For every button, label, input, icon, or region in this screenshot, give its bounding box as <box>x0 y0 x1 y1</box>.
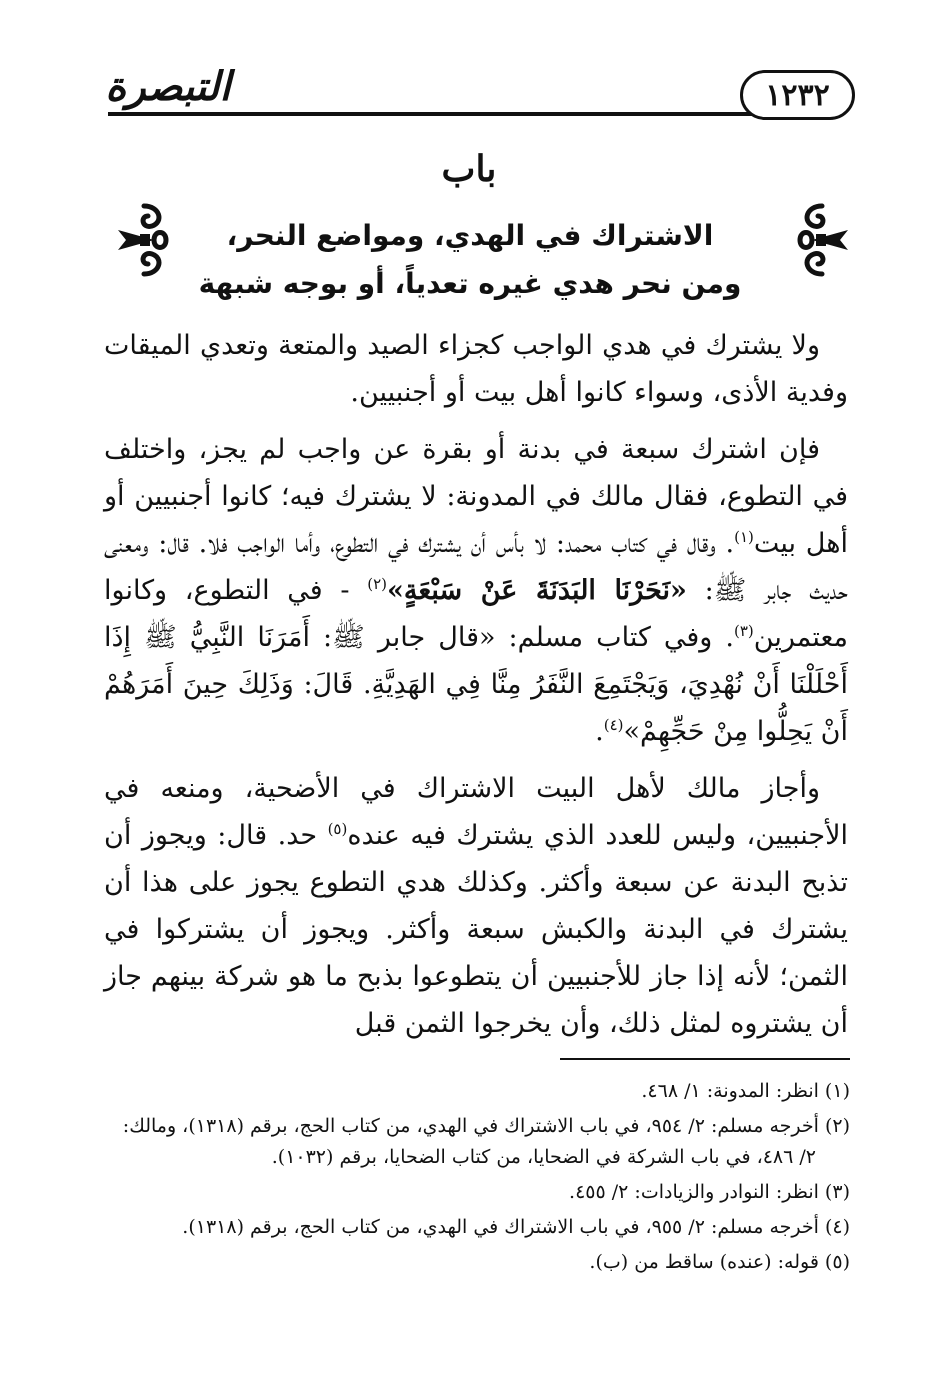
body-text <box>104 322 848 1057</box>
ornament-left-icon <box>112 200 176 280</box>
chapter-title-line-2: ومن نحر هدي غيره تعدياً، أو بوجه شبهة <box>198 267 742 300</box>
ornament-right-icon <box>790 200 854 280</box>
footnote-ref-2: (٢) <box>367 575 388 593</box>
paragraph-3-part-b: حد. قال: ويجوز أن تذبح البدنة عن سبعة وأكثر. وكذلك هدي التطوع يجوز على هذا أن يشترك في البدنة والكبش سبعة وأكثر. ويجوز أن يشتركوا في الثمن؛ لأنه إذا جاز للأجنبيين أن يتطوعوا بذبح ما هو شركة بينهم جاز أن يشتروه لمثل ذلك، وأن يخرجوا الثمن قبل <box>104 820 848 1039</box>
footnote-2-line-1: (٢) أخرجه مسلم: ٢/ ٩٥٤، في باب الاشتراك في الهدي، من كتاب الحج، برقم (١٣١٨)، ومالك: <box>122 1115 850 1137</box>
paragraph-2-part-e: . <box>595 716 604 747</box>
paragraph-2-part-b: . وقال في كتاب محمد: لا بأس أن يشترك في التطوع، وأما الواجب فلا. قال: ومعنى حديث جابر ﷺ: <box>104 528 848 606</box>
paragraph-2 <box>104 426 848 755</box>
book-title-logo: التبصرة <box>105 63 231 110</box>
paragraph-3-part-a: وأجاز مالك لأهل البيت الاشتراك في الأضحية، ومنعه في الأجنبيين، وليس للعدد الذي يشترك فيه عنده <box>104 773 848 851</box>
footnote-ref-5: (٥) <box>327 820 348 838</box>
paragraph-2-part-c: - في التطوع، وكانوا معتمرين <box>104 575 848 653</box>
footnote-separator <box>560 1058 850 1060</box>
chapter-label: باب <box>441 148 497 190</box>
hadith-quote-1: «نَحَرْنَا البَدَنَةَ عَنْ سَبْعَةٍ» <box>387 575 687 606</box>
paragraph-2-part-d: . وفي كتاب مسلم: «قال جابر ﷺ: <box>323 622 734 653</box>
chapter-title-line-1: الاشتراك في الهدي، ومواضع النحر، <box>226 219 714 252</box>
footnote-4: (٤) أخرجه مسلم: ٢/ ٩٥٥، في باب الاشتراك في الهدي، من كتاب الحج، برقم (١٣١٨). <box>182 1216 850 1238</box>
footnote-2 <box>104 1111 850 1173</box>
paragraph-2-part-a: فإن اشترك سبعة في بدنة أو بقرة عن واجب لم يجز، واختلف في التطوع، فقال مالك في المدونة: لا يشترك فيه؛ كانوا أجنبيين أو أهل بيت <box>104 434 848 559</box>
footnote-3: (٣) انظر: النوادر والزيادات: ٢/ ٤٥٥. <box>569 1181 850 1203</box>
footnote-ref-1: (١) <box>734 528 754 546</box>
paragraph-3 <box>104 765 848 1047</box>
footnote-5: (٥) قوله: (عنده) ساقط من (ب). <box>589 1251 850 1273</box>
hadith-quote-2: أَمَرَنَا النَّبِيُّ ﷺ إِذَا أَحْلَلْنَا أَنْ نُهْدِيَ، وَيَجْتَمِعَ النَّفَرُ مِنَّا فِي الهَدِيَّةِ. قَالَ: وَذَلِكَ حِينَ أَمَرَهُمْ أَنْ يَحِلُّوا مِنْ حَجِّهِمْ» <box>104 622 848 747</box>
footnotes <box>104 1076 850 1282</box>
paragraph-1: ولا يشترك في هدي الواجب كجزاء الصيد والمتعة وتعدي الميقات وفدية الأذى، وسواء كانوا أهل بيت أو أجنبيين. <box>104 330 848 408</box>
footnote-ref-4: (٤) <box>603 716 624 734</box>
header-rule <box>108 112 760 116</box>
chapter-title <box>190 212 750 308</box>
footnote-1: (١) انظر: المدونة: ١/ ٤٦٨. <box>641 1080 850 1102</box>
footnote-ref-3: (٣) <box>734 622 754 640</box>
footnote-2-line-2: ٢/ ٤٨٦، في باب الشركة في الضحايا، من كتاب الضحايا، برقم (١٠٣٢). <box>271 1146 816 1168</box>
page-number: ١٢٣٢ <box>740 70 855 120</box>
